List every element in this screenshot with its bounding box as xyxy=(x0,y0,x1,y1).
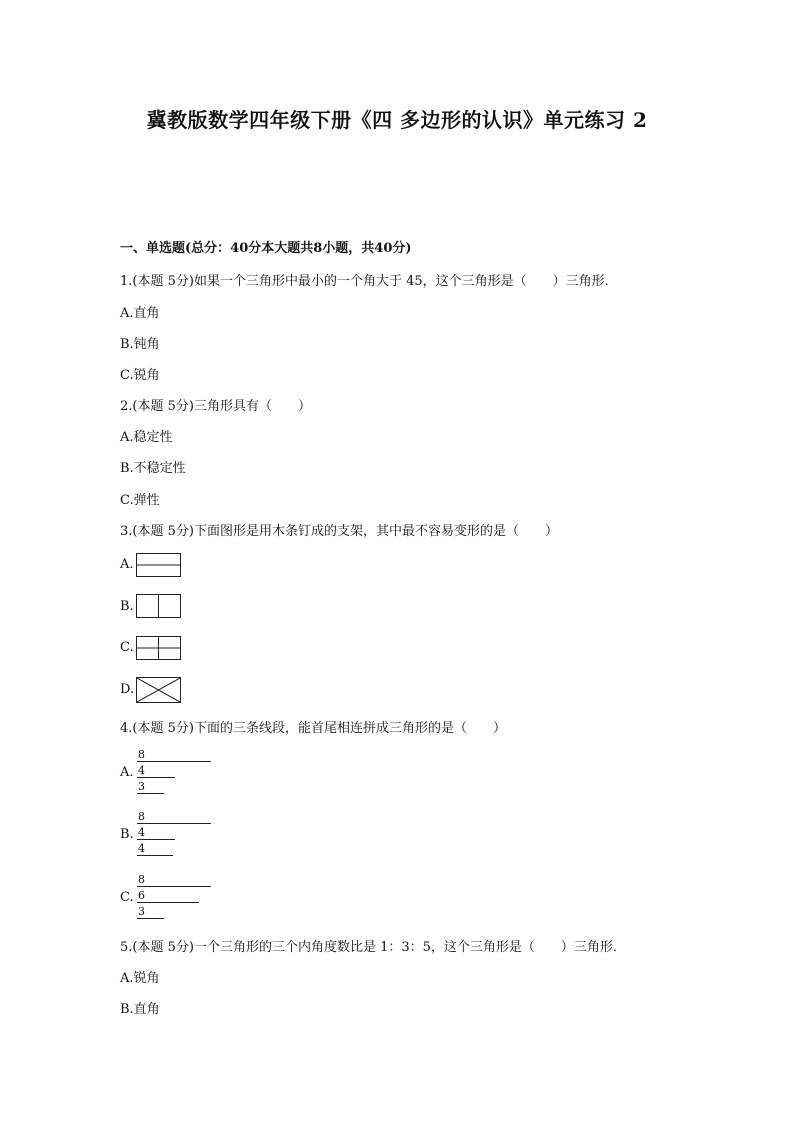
question-4-option-c-label: C. xyxy=(120,890,134,905)
frame-figure-vertical-bar xyxy=(136,594,181,618)
question-3-option-d-label: D. xyxy=(120,682,135,697)
segment-a-2: 4 xyxy=(137,765,175,778)
segment-b-1: 8 xyxy=(137,811,211,824)
question-2-option-a: A.稳定性 xyxy=(120,430,173,445)
question-5-stem: 5.(本题 5分)一个三角形的三个内角度数比是 1：3：5，这个三角形是（ ）三角形． xyxy=(120,940,626,955)
section-heading: 一、单选题(总分：40分本大题共8小题，共40分) xyxy=(120,241,412,256)
question-3-option-b-label: B. xyxy=(120,599,134,614)
frame-figure-vertical-bar-lines xyxy=(137,595,180,617)
question-4-stem: 4.(本题 5分)下面的三条线段，能首尾相连拼成三角形的是（ ） xyxy=(120,721,506,736)
frame-figure-horizontal-bar-lines xyxy=(137,554,180,576)
question-5-option-b: B.直角 xyxy=(120,1002,160,1017)
question-4-option-a-label: A. xyxy=(120,765,134,780)
question-2-stem: 2.(本题 5分)三角形具有（ ） xyxy=(120,399,311,414)
segment-set-c xyxy=(137,874,227,924)
question-2-option-c: C.弹性 xyxy=(120,493,160,508)
frame-figure-diagonal-bars xyxy=(136,677,181,703)
question-5-option-a: A.锐角 xyxy=(120,971,160,986)
frame-figure-horizontal-bar xyxy=(136,553,181,577)
question-3-stem: 3.(本题 5分)下面图形是用木条钉成的支架，其中最不容易变形的是（ ） xyxy=(120,524,558,539)
segment-c-2: 6 xyxy=(137,890,199,903)
question-1-stem: 1.(本题 5分)如果一个三角形中最小的一个角大于 45，这个三角形是（ ）三角形． xyxy=(120,274,618,289)
question-4-option-b-label: B. xyxy=(120,827,134,842)
segment-b-3: 4 xyxy=(137,843,173,856)
segment-b-2: 4 xyxy=(137,827,175,840)
frame-figure-cross-bars xyxy=(136,636,181,660)
document-title: 冀教版数学四年级下册《四 多边形的认识》单元练习 2 xyxy=(146,108,648,132)
question-3-option-a-label: A. xyxy=(120,557,134,572)
frame-figure-diagonal-bars-lines xyxy=(137,678,180,702)
question-1-option-a: A.直角 xyxy=(120,306,160,321)
segment-a-1: 8 xyxy=(137,749,211,762)
frame-figure-cross-bars-lines xyxy=(137,637,180,659)
question-1-option-b: B.钝角 xyxy=(120,337,160,352)
segment-c-3: 3 xyxy=(137,906,164,919)
segment-set-b xyxy=(137,811,227,861)
segment-a-3: 3 xyxy=(137,781,164,794)
question-3-option-c-label: C. xyxy=(120,640,134,655)
segment-set-a xyxy=(137,749,227,799)
question-2-option-b: B.不稳定性 xyxy=(120,461,186,476)
segment-c-1: 8 xyxy=(137,874,211,887)
question-1-option-c: C.锐角 xyxy=(120,368,160,383)
